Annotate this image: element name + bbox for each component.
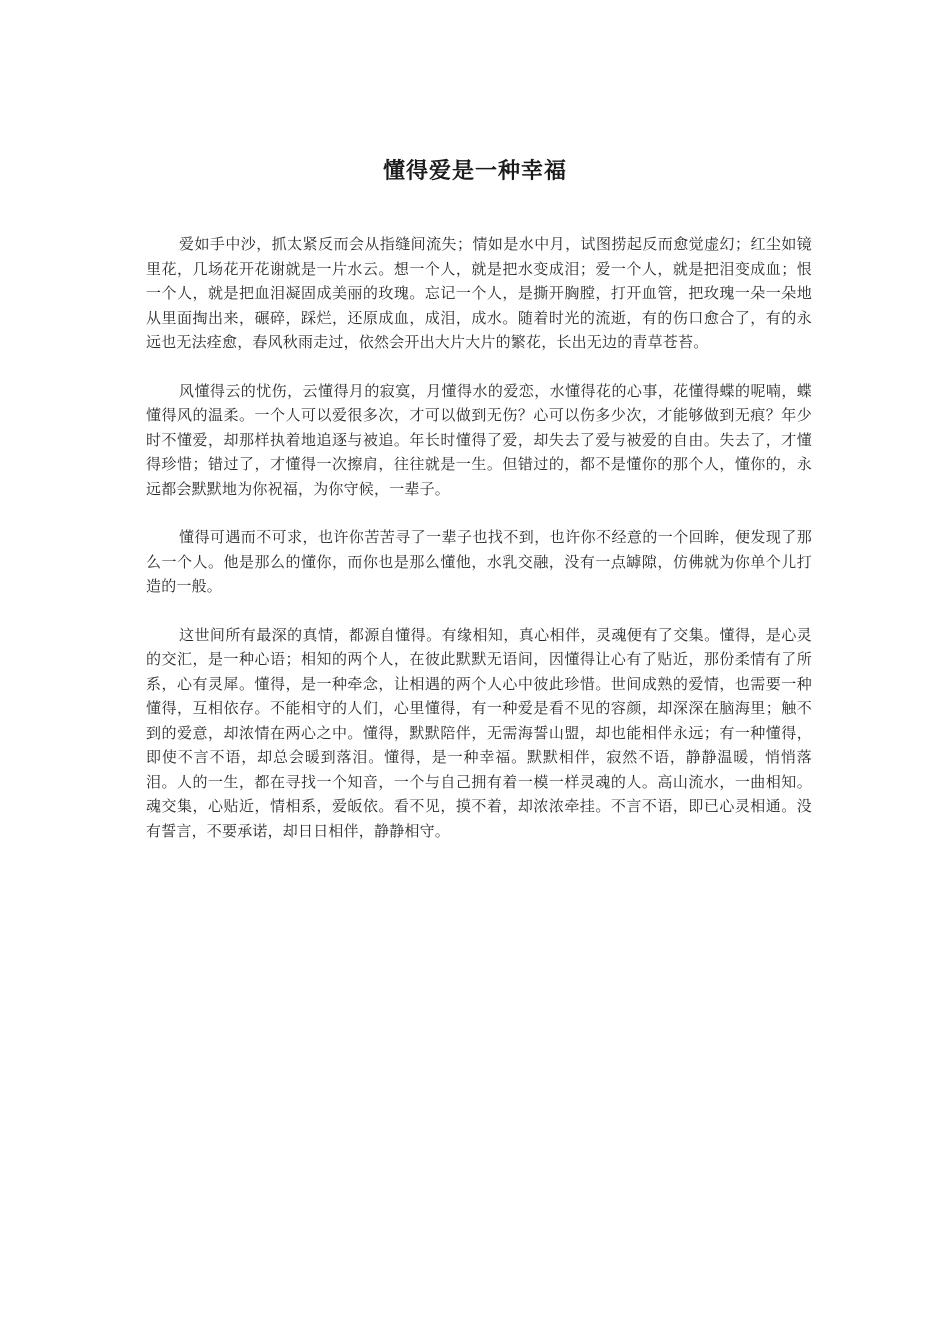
paragraph-3: 懂得可遇而不可求，也许你苦苦寻了一辈子也找不到，也许你不经意的一个回眸，便发现了那么一个人。他是那么的懂你，而你也是那么懂他，水乳交融，没有一点罅隙，仿佛就为你单个儿打造的一般。 (146, 528, 812, 595)
paragraph-2: 风懂得云的忧伤，云懂得月的寂寞，月懂得水的爱恋，水懂得花的心事，花懂得蝶的呢喃，蝶懂得风的温柔。一个人可以爱很多次，才可以做到无伤？心可以伤多少次，才能够做到无痕？年少时不懂爱，却那样执着地追逐与被追。年长时懂得了爱，却失去了爱与被爱的自由。失去了，才懂得珍惜；错过了，才懂得一次擦肩，往往就是一生。但错过的，都不是懂你的那个人，懂你的，永远都会默默地为你祝福，为你守候，一辈子。 (146, 381, 812, 498)
document-title: 懂得爱是一种幸福 (382, 159, 567, 184)
paragraph-4: 这世间所有最深的真情，都源自懂得。有缘相知，真心相伴，灵魂便有了交集。懂得，是心灵的交汇，是一种心语；相知的两个人，在彼此默默无语间，因懂得让心有了贴近，那份柔情有了所系，心有灵犀。懂得，是一种牵念，让相遇的两个人心中彼此珍惜。世间成熟的爱情，也需要一种懂得，互相依存。不能相守的人们，心里懂得，有一种爱是看不见的容颜，却深深在脑海里；触不到的爱意，却浓情在两心之中。懂得，默默陪伴，无需海誓山盟，却也能相伴永远；有一种懂得，即使不言不语，却总会暖到落泪。懂得，是一种幸福。默默相伴，寂然不语，静静温暖，悄悄落泪。人的一生，都在寻找一个知音，一个与自己拥有着一模一样灵魂的人。高山流水，一曲相知。魂交集，心贴近，情相系，爱皈依。看不见，摸不着，却浓浓牵挂。不言不语，即已心灵相通。没有誓言，不要承诺，却日日相伴，静静相守。 (146, 625, 812, 840)
document-body (146, 232, 812, 867)
paragraph-1: 爱如手中沙，抓太紧反而会从指缝间流失；情如是水中月，试图捞起反而愈觉虚幻；红尘如镜里花，几场花开花谢就是一片水云。想一个人，就是把水变成泪；爱一个人，就是把泪变成血；恨一个人，就是把血泪凝固成美丽的玫瑰。忘记一个人，是撕开胸膛，打开血管，把玫瑰一朵一朵地从里面掏出来，碾碎，踩烂，还原成血，成泪，成水。随着时光的流逝，有的伤口愈合了，有的永远也无法痊愈，春风秋雨走过，依然会开出大片大片的繁花，长出无边的青草苍苔。 (146, 235, 812, 351)
